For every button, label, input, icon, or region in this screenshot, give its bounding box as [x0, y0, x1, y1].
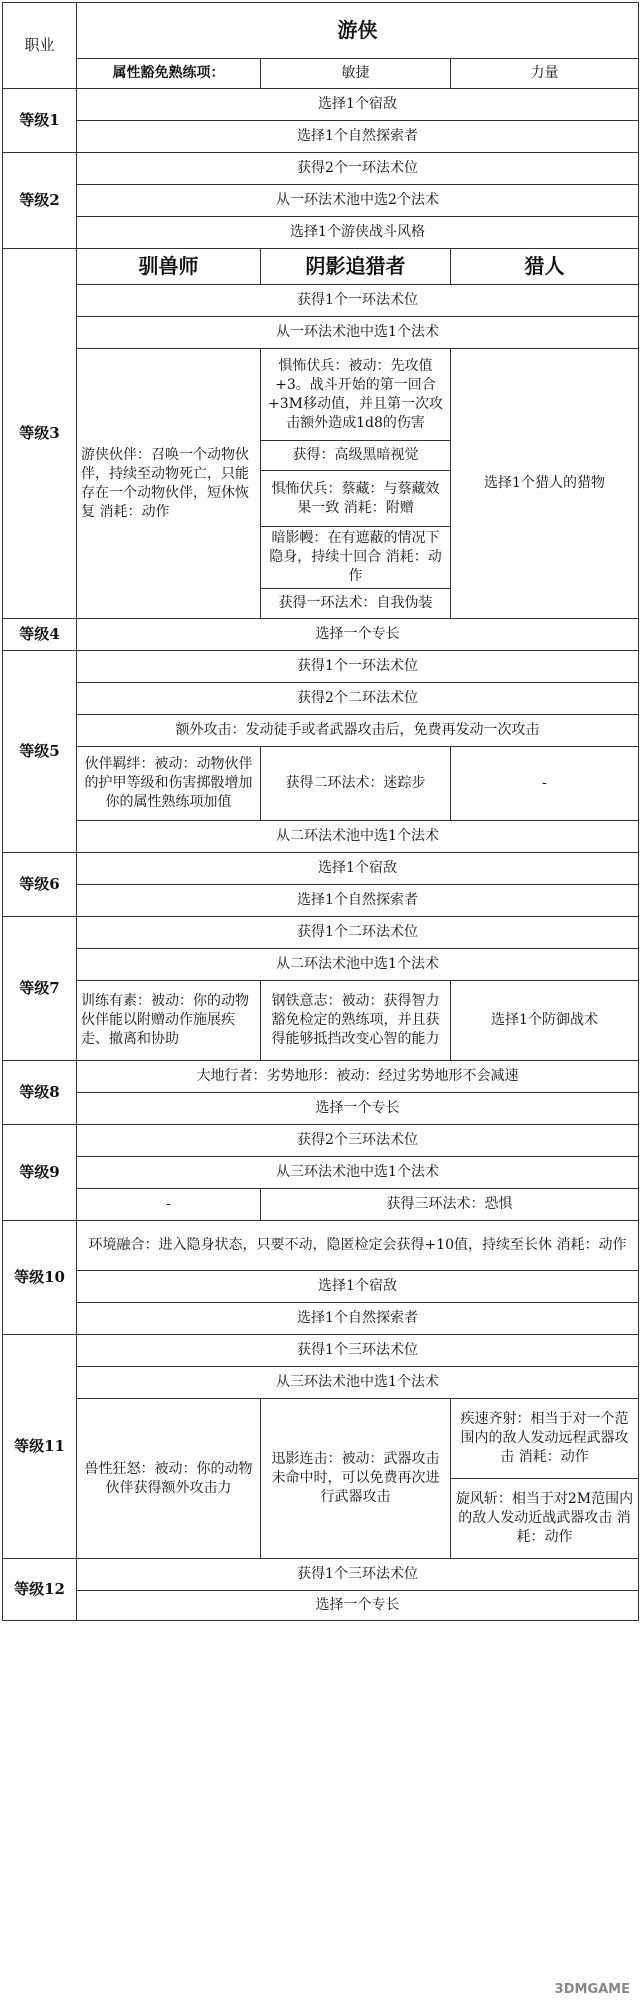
level-8: 等级8 [3, 1061, 77, 1125]
class-label: 职业 [3, 3, 77, 89]
l5-beast-feature: 伙伴羁绊：被动：动物伙伴的护甲等级和伤害掷骰增加你的属性熟练项加值 [77, 747, 261, 821]
level-9: 等级9 [3, 1125, 77, 1221]
prof-label: 属性豁免熟练项： [77, 59, 261, 89]
row-l11-a: 获得1个三环法术位 [77, 1335, 639, 1367]
level-5: 等级5 [3, 651, 77, 853]
level-2: 等级2 [3, 153, 77, 249]
l3-shadow-feature-3: 惧怖伏兵：蔡藏：与蔡藏效果一致 消耗：附赠 [261, 471, 451, 527]
row-l7-b: 从二环法术池中选1个法术 [77, 949, 639, 981]
class-name: 游侠 [77, 3, 639, 59]
l3-hunter-feature: 选择1个猎人的猎物 [451, 349, 639, 619]
subclass-beast-master: 驯兽师 [77, 249, 261, 285]
l11-shadow-feature: 迅影连击：被动：武器攻击未命中时，可以免费再次进行武器攻击 [261, 1399, 451, 1559]
row-l6-a: 选择1个宿敌 [77, 853, 639, 885]
level-12: 等级12 [3, 1559, 77, 1621]
prof-2: 力量 [451, 59, 639, 89]
level-7: 等级7 [3, 917, 77, 1061]
l7-beast-feature: 训练有素：被动：你的动物伙伴能以附赠动作施展疾走、撤离和协助 [77, 981, 261, 1061]
l3-shadow-feature-5: 获得一环法术：自我伪装 [261, 589, 451, 619]
l11-beast-feature: 兽性狂怒：被动：你的动物伙伴获得额外攻击力 [77, 1399, 261, 1559]
row-l11-b: 从三环法术池中选1个法术 [77, 1367, 639, 1399]
row-l10-a: 环境融合：进入隐身状态，只要不动，隐匿检定会获得+10值，持续至长休 消耗：动作 [77, 1221, 639, 1271]
row-l9-b: 从三环法术池中选1个法术 [77, 1157, 639, 1189]
row-l9-a: 获得2个三环法术位 [77, 1125, 639, 1157]
level-6: 等级6 [3, 853, 77, 917]
l11-hunter-feature-2: 旋风斩：相当于对2M范围内的敌人发动近战武器攻击 消耗：动作 [451, 1479, 639, 1559]
row-l1-b: 选择1个自然探索者 [77, 121, 639, 153]
l7-shadow-feature: 钢铁意志：被动：获得智力豁免检定的熟练项，并且获得能够抵挡改变心智的能力 [261, 981, 451, 1061]
l3-shadow-feature-4: 暗影幔：在有遮蔽的情况下隐身，持续十回合 消耗：动作 [261, 527, 451, 589]
row-l12-a: 获得1个三环法术位 [77, 1559, 639, 1591]
row-l2-b: 从一环法术池中选2个法术 [77, 185, 639, 217]
row-l2-a: 获得2个一环法术位 [77, 153, 639, 185]
watermark-logo: 3DMGAME [554, 1982, 630, 1997]
row-l4-a: 选择一个专长 [77, 619, 639, 651]
l9-beast-feature: - [77, 1189, 261, 1221]
l11-hunter-feature-1: 疾速齐射：相当于对一个范围内的敌人发动远程武器攻击 消耗：动作 [451, 1399, 639, 1479]
row-l3-b: 从一环法术池中选1个法术 [77, 317, 639, 349]
l7-hunter-feature: 选择1个防御战术 [451, 981, 639, 1061]
level-4: 等级4 [3, 619, 77, 651]
row-l8-a: 大地行者：劣势地形：被动：经过劣势地形不会减速 [77, 1061, 639, 1093]
row-l7-a: 获得1个二环法术位 [77, 917, 639, 949]
row-l2-c: 选择1个游侠战斗风格 [77, 217, 639, 249]
level-11: 等级11 [3, 1335, 77, 1559]
level-3: 等级3 [3, 249, 77, 619]
row-l6-b: 选择1个自然探索者 [77, 885, 639, 917]
row-l8-b: 选择一个专长 [77, 1093, 639, 1125]
l9-shadow-feature: 获得三环法术：恐惧 [261, 1189, 639, 1221]
row-l5-b: 获得2个二环法术位 [77, 683, 639, 715]
row-l10-b: 选择1个宿敌 [77, 1271, 639, 1303]
level-1: 等级1 [3, 89, 77, 153]
l3-beast-feature: 游侠伙伴：召唤一个动物伙伴，持续至动物死亡，只能存在一个动物伙伴，短休恢复 消耗：动作 [77, 349, 261, 619]
row-l5-c: 额外攻击：发动徒手或者武器攻击后，免费再发动一次攻击 [77, 715, 639, 747]
l3-shadow-feature-2: 获得：高级黑暗视觉 [261, 441, 451, 471]
l5-shadow-feature: 获得二环法术：迷踪步 [261, 747, 451, 821]
row-l1-a: 选择1个宿敌 [77, 89, 639, 121]
row-l12-b: 选择一个专长 [77, 1591, 639, 1621]
row-l5-a: 获得1个一环法术位 [77, 651, 639, 683]
ranger-progression-table [2, 2, 639, 1621]
row-l10-c: 选择1个自然探索者 [77, 1303, 639, 1335]
l3-shadow-feature-1: 惧怖伏兵：被动：先攻值+3。战斗开始的第一回合+3M移动值，并且第一次攻击额外造成1d8的伤害 [261, 349, 451, 441]
row-l3-a: 获得1个一环法术位 [77, 285, 639, 317]
subclass-hunter: 猎人 [451, 249, 639, 285]
subclass-gloom-stalker: 阴影追猎者 [261, 249, 451, 285]
level-10: 等级10 [3, 1221, 77, 1335]
l5-hunter-feature: - [451, 747, 639, 821]
prof-1: 敏捷 [261, 59, 451, 89]
row-l5-d: 从二环法术池中选1个法术 [77, 821, 639, 853]
